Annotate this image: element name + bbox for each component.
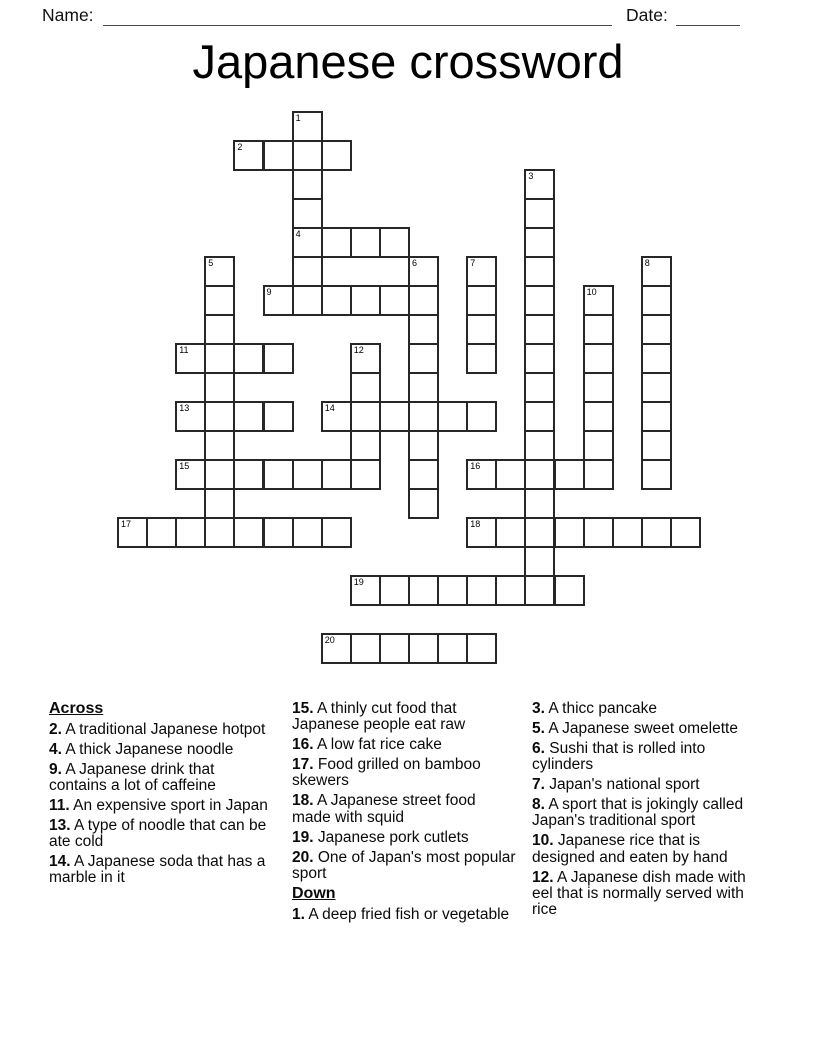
grid-cell[interactable]: [204, 314, 235, 345]
clue-down-10: 10. Japanese rice that is designed and eaten by hand: [532, 832, 728, 866]
grid-cell[interactable]: [204, 488, 235, 519]
grid-cell-3[interactable]: [524, 169, 555, 200]
grid-cell[interactable]: [146, 517, 177, 548]
grid-cell[interactable]: [466, 633, 497, 664]
grid-cell[interactable]: [583, 459, 614, 490]
grid-cell[interactable]: [379, 285, 410, 316]
grid-cell-5[interactable]: [204, 256, 235, 287]
grid-cell-11[interactable]: [175, 343, 206, 374]
grid-cell[interactable]: [350, 401, 381, 432]
grid-cell[interactable]: [466, 575, 497, 606]
grid-cell[interactable]: [466, 314, 497, 345]
grid-cell[interactable]: [495, 517, 526, 548]
cell-number: 19: [353, 577, 364, 587]
grid-cell[interactable]: [321, 517, 352, 548]
grid-cell[interactable]: [408, 575, 439, 606]
cell-number: 18: [470, 519, 481, 529]
grid-cell[interactable]: [641, 314, 672, 345]
clue-across-2: 2. A traditional Japanese hotpot: [49, 720, 266, 738]
grid-cell[interactable]: [350, 430, 381, 461]
grid-cell-13[interactable]: [175, 401, 206, 432]
grid-cell[interactable]: [554, 575, 585, 606]
grid-cell[interactable]: [379, 575, 410, 606]
clue-number: 17.: [292, 756, 314, 774]
clue-number: 16.: [292, 736, 314, 754]
clue-across-11: 11. An expensive sport in Japan: [49, 796, 268, 814]
cell-number: 11: [179, 345, 189, 355]
grid-cell[interactable]: [641, 517, 672, 548]
clue-number: 14.: [49, 853, 71, 871]
clue-across-20: 20. One of Japan's most popular sport: [292, 848, 516, 882]
clue-column-1: [49, 701, 275, 890]
grid-cell[interactable]: [263, 401, 294, 432]
grid-cell[interactable]: [466, 285, 497, 316]
clue-down-8: 8. A sport that is jokingly called Japan's traditional sport: [532, 796, 744, 830]
clue-across-15: 15. A thinly cut food that Japanese people eat raw: [292, 700, 466, 734]
grid-cell-2[interactable]: [233, 140, 264, 171]
grid-cell-14[interactable]: [321, 401, 352, 432]
grid-cell[interactable]: [408, 459, 439, 490]
cell-number: 5: [208, 258, 214, 268]
grid-cell[interactable]: [524, 256, 555, 287]
grid-cell-15[interactable]: [175, 459, 206, 490]
clue-across-4: 4. A thick Japanese noodle: [49, 740, 234, 758]
grid-cell[interactable]: [204, 372, 235, 403]
clue-number: 7.: [532, 776, 545, 794]
grid-cell[interactable]: [524, 430, 555, 461]
grid-cell[interactable]: [321, 227, 352, 258]
cell-number: 4: [295, 229, 301, 239]
clue-column-3: [532, 701, 760, 922]
clue-number: 6.: [532, 740, 545, 757]
grid-cell-9[interactable]: [263, 285, 294, 316]
grid-cell-18[interactable]: [466, 517, 497, 548]
grid-cell[interactable]: [524, 575, 555, 606]
grid-cell-17[interactable]: [117, 517, 148, 548]
grid-cell[interactable]: [292, 256, 323, 287]
grid-cell[interactable]: [524, 401, 555, 432]
grid-cell[interactable]: [641, 285, 672, 316]
grid-cell[interactable]: [350, 372, 381, 403]
grid-cell[interactable]: [583, 430, 614, 461]
grid-cell-4[interactable]: [292, 227, 323, 258]
clue-across-17: 17. Food grilled on bamboo skewers: [292, 756, 481, 790]
grid-cell[interactable]: [524, 372, 555, 403]
grid-cell[interactable]: [408, 633, 439, 664]
grid-cell-20[interactable]: [321, 633, 352, 664]
page-title: Japanese crossword: [192, 35, 624, 88]
cell-number: 7: [470, 258, 476, 268]
grid-cell[interactable]: [524, 285, 555, 316]
clue-column-2: [292, 701, 516, 927]
name-label: Name:: [42, 5, 94, 25]
cell-number: 1: [295, 113, 301, 123]
grid-cell[interactable]: [408, 430, 439, 461]
grid-cell[interactable]: [437, 401, 468, 432]
grid-cell[interactable]: [379, 401, 410, 432]
grid-cell[interactable]: [292, 285, 323, 316]
cell-number: 3: [528, 171, 534, 181]
grid-cell[interactable]: [641, 372, 672, 403]
grid-cell[interactable]: [379, 227, 410, 258]
grid-cell[interactable]: [263, 343, 294, 374]
cell-number: 2: [237, 142, 243, 152]
clue-across-9: 9. A Japanese drink that contains a lot of caffeine: [49, 760, 216, 794]
clue-number: 20.: [292, 848, 314, 866]
clue-number: 12.: [532, 868, 554, 886]
grid-cell-6[interactable]: [408, 256, 439, 287]
grid-cell[interactable]: [321, 140, 352, 171]
grid-cell[interactable]: [524, 198, 555, 229]
cell-number: 17: [121, 519, 132, 529]
clue-number: 4.: [49, 740, 62, 758]
grid-cell[interactable]: [204, 459, 235, 490]
clue-number: 5.: [532, 720, 545, 737]
grid-cell-19[interactable]: [350, 575, 381, 606]
grid-cell[interactable]: [641, 401, 672, 432]
clue-number: 13.: [49, 816, 71, 834]
clue-down-5: 5. A Japanese sweet omelette: [532, 720, 738, 737]
clue-number: 9.: [49, 760, 62, 778]
grid-cell[interactable]: [583, 343, 614, 374]
clue-number: 8.: [532, 796, 545, 814]
date-label: Date:: [626, 5, 668, 25]
clue-across-16: 16. A low fat rice cake: [292, 736, 442, 754]
clue-number: 2.: [49, 720, 62, 738]
clue-number: 11.: [49, 796, 70, 814]
grid-cell[interactable]: [641, 343, 672, 374]
across-heading: Across: [49, 700, 104, 717]
grid-cell[interactable]: [641, 459, 672, 490]
grid-cell[interactable]: [408, 401, 439, 432]
grid-cell[interactable]: [175, 517, 206, 548]
grid-cell[interactable]: [408, 343, 439, 374]
grid-cell[interactable]: [583, 314, 614, 345]
grid-cell[interactable]: [641, 430, 672, 461]
grid-cell-16[interactable]: [466, 459, 497, 490]
cell-number: 10: [586, 287, 597, 297]
cell-number: 15: [179, 461, 190, 471]
grid-cell[interactable]: [524, 459, 555, 490]
grid-cell[interactable]: [524, 314, 555, 345]
clue-down-12: 12. A Japanese dish made with eel that is normally served with rice: [532, 868, 746, 919]
grid-cell[interactable]: [495, 459, 526, 490]
cell-number: 6: [412, 258, 418, 268]
clue-number: 19.: [292, 828, 314, 846]
grid-cell[interactable]: [350, 285, 381, 316]
grid-cell[interactable]: [524, 227, 555, 258]
clue-number: 18.: [292, 792, 314, 810]
grid-cell[interactable]: [408, 372, 439, 403]
grid-cell[interactable]: [292, 169, 323, 200]
grid-cell[interactable]: [350, 459, 381, 490]
grid-cell[interactable]: [524, 517, 555, 548]
grid-cell[interactable]: [437, 575, 468, 606]
grid-cell[interactable]: [437, 633, 468, 664]
grid-cell[interactable]: [233, 459, 264, 490]
grid-cell[interactable]: [583, 401, 614, 432]
clue-down-7: 7. Japan's national sport: [532, 776, 700, 794]
grid-cell[interactable]: [350, 227, 381, 258]
grid-cell[interactable]: [583, 372, 614, 403]
grid-cell[interactable]: [408, 314, 439, 345]
grid-cell[interactable]: [321, 459, 352, 490]
grid-cell[interactable]: [612, 517, 643, 548]
grid-cell-7[interactable]: [466, 256, 497, 287]
clue-down-1: 1. A deep fried fish or vegetable: [292, 905, 510, 923]
grid-cell[interactable]: [204, 285, 235, 316]
grid-cell[interactable]: [292, 517, 323, 548]
cell-number: 8: [644, 258, 650, 268]
clue-across-13: 13. A type of noodle that can be ate cold: [49, 816, 267, 851]
grid-cell[interactable]: [408, 285, 439, 316]
grid-cell[interactable]: [233, 343, 264, 374]
grid-cell[interactable]: [466, 343, 497, 374]
clue-down-3: 3. A thicc pancake: [532, 700, 657, 717]
grid-cell-12[interactable]: [350, 343, 381, 374]
grid-cell[interactable]: [204, 517, 235, 548]
cell-number: 16: [470, 461, 481, 471]
grid-cell[interactable]: [292, 198, 323, 229]
grid-cell[interactable]: [583, 517, 614, 548]
grid-cell[interactable]: [263, 459, 294, 490]
grid-cell[interactable]: [554, 517, 585, 548]
grid-cell[interactable]: [204, 401, 235, 432]
grid-cell[interactable]: [204, 343, 235, 374]
clue-number: 10.: [532, 832, 554, 850]
grid-cell[interactable]: [524, 343, 555, 374]
grid-cell[interactable]: [408, 488, 439, 519]
clue-across-14: 14. A Japanese soda that has a marble in it: [49, 853, 266, 887]
cell-number: 20: [324, 635, 335, 645]
grid-cell[interactable]: [554, 459, 585, 490]
clue-across-19: 19. Japanese pork cutlets: [292, 828, 469, 846]
grid-cell[interactable]: [350, 633, 381, 664]
grid-cell[interactable]: [292, 459, 323, 490]
clue-number: 1.: [292, 905, 305, 923]
clue-number: 15.: [292, 700, 314, 717]
grid-cell[interactable]: [670, 517, 701, 548]
grid-cell[interactable]: [495, 575, 526, 606]
grid-cell[interactable]: [233, 517, 264, 548]
clue-across-18: 18. A Japanese street food made with squid: [292, 792, 476, 826]
grid-cell[interactable]: [263, 517, 294, 548]
grid-cell[interactable]: [292, 140, 323, 171]
grid-cell[interactable]: [263, 140, 294, 171]
cell-number: 12: [353, 345, 364, 355]
clue-number: 3.: [532, 700, 545, 717]
grid-cell[interactable]: [379, 633, 410, 664]
grid-cell[interactable]: [321, 285, 352, 316]
grid-cell[interactable]: [466, 401, 497, 432]
grid-cell-1[interactable]: [292, 111, 323, 142]
grid-cell-8[interactable]: [641, 256, 672, 287]
cell-number: 13: [179, 403, 190, 413]
cell-number: 9: [266, 287, 272, 297]
grid-cell[interactable]: [524, 546, 555, 577]
grid-cell[interactable]: [204, 430, 235, 461]
cell-number: 14: [324, 403, 335, 413]
grid-cell[interactable]: [524, 488, 555, 519]
grid-cell[interactable]: [233, 401, 264, 432]
down-heading: Down: [292, 884, 336, 902]
clue-down-6: 6. Sushi that is rolled into cylinders: [532, 740, 706, 774]
grid-cell-10[interactable]: [583, 285, 614, 316]
